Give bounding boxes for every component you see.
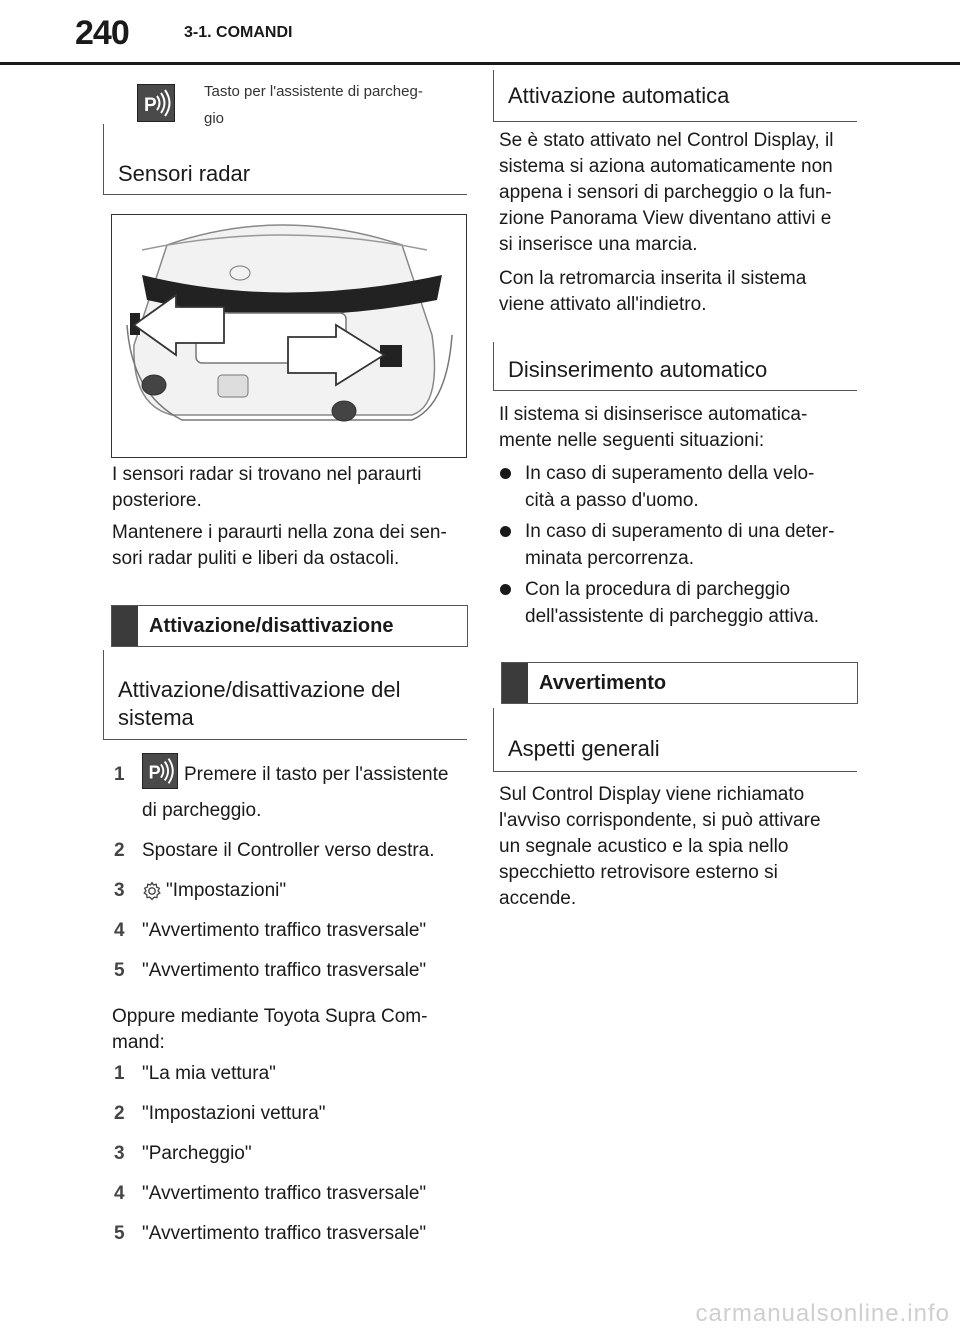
radar-heading: Sensori radar xyxy=(118,161,251,186)
bullet-dot xyxy=(499,576,525,630)
activation-box xyxy=(111,605,468,647)
step-text: "Avvertimento traffico trasversale" xyxy=(142,1223,427,1244)
bullet-dot xyxy=(499,460,525,514)
step-item: 2 "Impostazioni vettura" xyxy=(114,1101,474,1127)
activation-box-title: Attivazione/disattivazione xyxy=(149,614,394,637)
list-item: In caso di superamento di una deter- minata percorrenza. xyxy=(499,518,859,572)
auto-off-heading: Disinserimento automatico xyxy=(508,357,768,382)
box-marker xyxy=(112,606,138,646)
radar-heading-side-rule xyxy=(103,124,104,195)
step-text-cont: di parcheggio. xyxy=(142,800,262,821)
auto-on-paragraph-2: Con la retromarcia inserita il sistema viene attivato all'indietro. xyxy=(499,268,807,315)
auto-off-rule xyxy=(493,390,857,391)
pdc-inline-icon xyxy=(142,753,178,797)
step-text: "Impostazioni" xyxy=(166,880,287,901)
svg-text:P: P xyxy=(148,762,161,783)
watermark[interactable]: carmanualsonline.info xyxy=(695,1300,950,1327)
general-paragraph: Sul Control Display viene richiamato l'avviso corrispondente, si può attivare un segnale acustico e la spia nello specchietto retrovisore esterno si accende. xyxy=(499,784,821,909)
step-item: 4 "Avvertimento traffico trasversale" xyxy=(114,918,474,944)
step-text: "Avvertimento traffico trasversale" xyxy=(142,960,427,981)
page-number: 240 xyxy=(75,14,129,52)
step-text: "Avvertimento traffico trasversale" xyxy=(142,1183,427,1204)
step-item: 2 Spostare il Controller verso destra. xyxy=(114,838,474,864)
step-item: 5 "Avvertimento traffico trasversale" xyxy=(114,1221,474,1247)
steps-list-2 xyxy=(114,1061,474,1247)
list-item: Con la procedura di parcheggio dell'assistente di parcheggio attiva. xyxy=(499,576,859,630)
warning-box-title: Avvertimento xyxy=(539,671,667,694)
system-heading-side-rule xyxy=(103,650,104,740)
chapter-title: 3-1. COMANDI xyxy=(184,24,293,41)
alternative-paragraph: Oppure mediante Toyota Supra Com- mand: xyxy=(112,1006,428,1053)
step-text: "Parcheggio" xyxy=(142,1143,252,1164)
gear-icon xyxy=(142,881,162,901)
rear-bumper-illustration xyxy=(111,214,467,458)
bullet-dot xyxy=(499,518,525,572)
box-marker xyxy=(502,663,528,703)
list-item: In caso di superamento della velo- cità a passo d'uomo. xyxy=(499,460,859,514)
footer xyxy=(0,1300,960,1327)
step-item: 5 "Avvertimento traffico trasversale" xyxy=(114,958,474,984)
auto-on-heading: Attivazione automatica xyxy=(508,83,730,108)
general-heading: Aspetti generali xyxy=(508,736,660,761)
auto-on-paragraph-1: Se è stato attivato nel Control Display, il sistema si aziona automaticamente non appena i sensori di parcheggio o la fun- zione Panorama View diventano attivi e si inserisce una marcia. xyxy=(499,130,834,255)
svg-text:P: P xyxy=(144,95,157,116)
step-item: 3 "Parcheggio" xyxy=(114,1141,474,1167)
radar-paragraph-1: I sensori radar si trovano nel paraurti posteriore. xyxy=(112,464,422,511)
step-text: "La mia vettura" xyxy=(142,1063,276,1084)
warning-box xyxy=(501,662,858,704)
auto-on-rule xyxy=(493,121,857,122)
step-text: "Impostazioni vettura" xyxy=(142,1103,326,1124)
step-item: 1 P Premere il tasto per l'assistente xyxy=(114,756,474,794)
step-text: "Avvertimento traffico trasversale" xyxy=(142,920,427,941)
auto-off-side-rule xyxy=(493,342,494,390)
system-heading: Attivazione/disattivazione del sistema xyxy=(118,677,401,730)
general-side-rule xyxy=(493,708,494,772)
pdc-caption: Tasto per l'assistente di parcheg- gio xyxy=(204,83,423,127)
step-text: Premere il tasto per l'assistente xyxy=(184,764,449,785)
radar-heading-rule xyxy=(103,194,467,195)
steps-list xyxy=(114,756,474,984)
auto-off-intro: Il sistema si disinserisce automatica- mente nelle seguenti situazioni: xyxy=(499,404,808,451)
system-heading-rule xyxy=(103,739,467,740)
step-item: 3 "Impostazioni" xyxy=(114,878,474,904)
header-rule xyxy=(0,62,960,65)
radar-paragraph-2: Mantenere i paraurti nella zona dei sen- sori radar puliti e liberi da ostacoli. xyxy=(112,522,447,569)
step-item: 4 "Avvertimento traffico trasversale" xyxy=(114,1181,474,1207)
pdc-button-icon xyxy=(137,84,175,127)
general-rule xyxy=(493,771,857,772)
step-item: 1 "La mia vettura" xyxy=(114,1061,474,1087)
auto-off-bullets xyxy=(499,460,859,630)
step-text: Spostare il Controller verso destra. xyxy=(142,840,435,861)
auto-on-side-rule xyxy=(493,70,494,122)
